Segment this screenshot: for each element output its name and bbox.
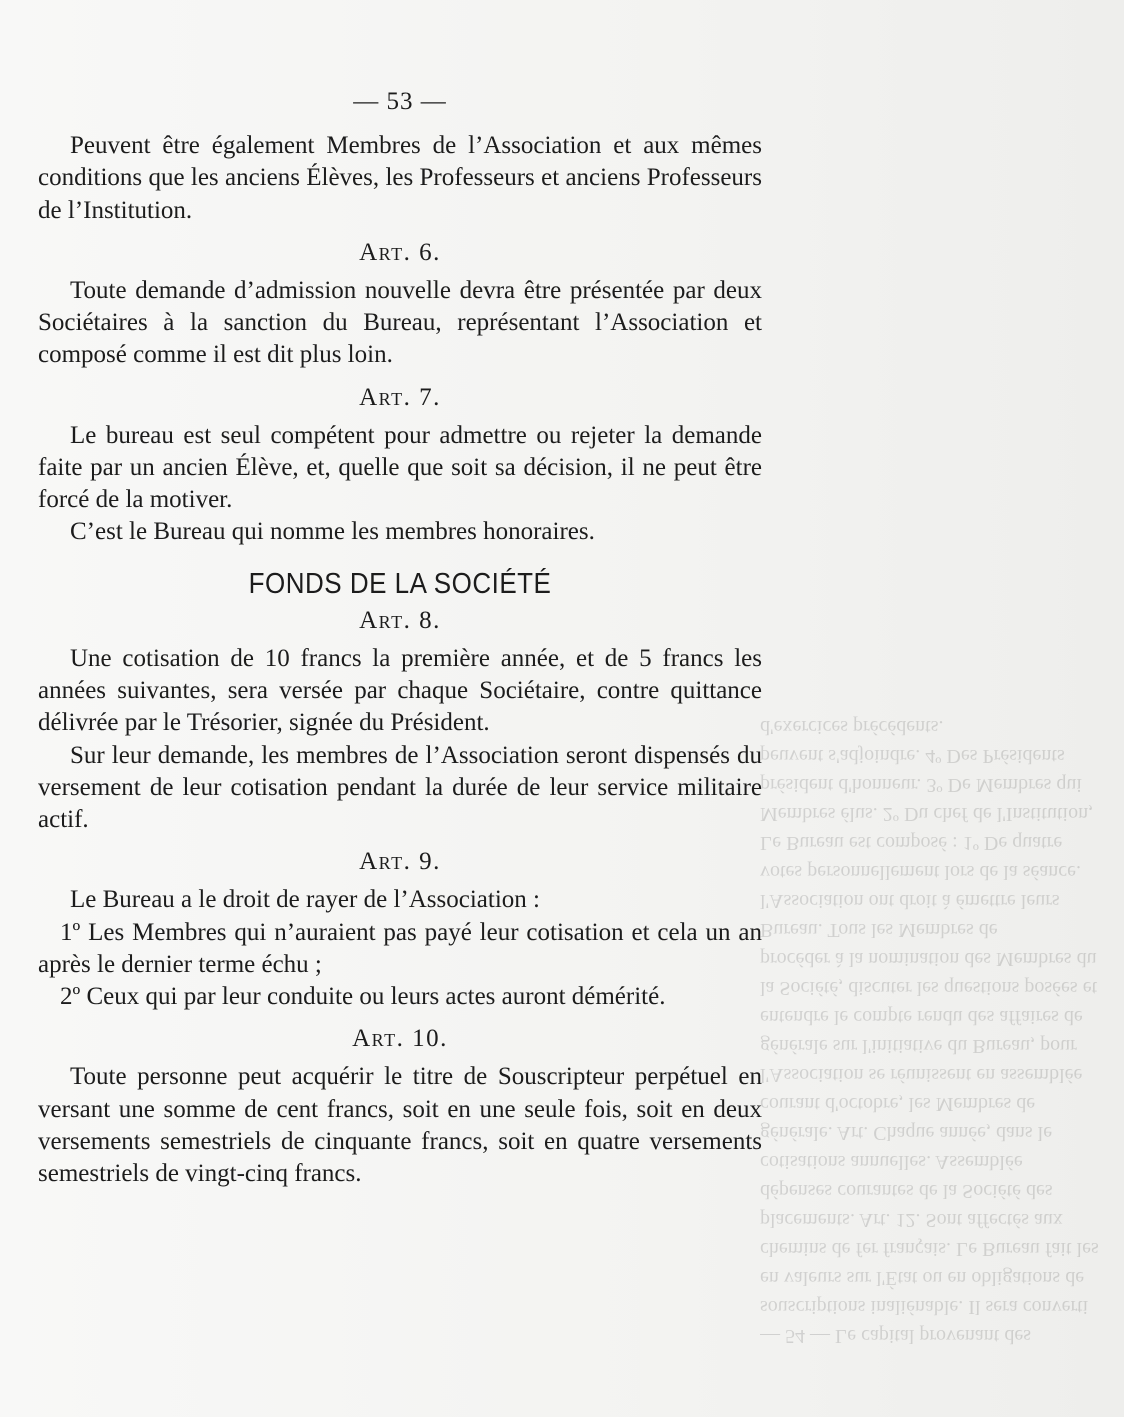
article-9-item-1: 1º Les Membres qui n’auraient pas payé leur cotisation et cela un an après le dernier terme échu ; [38, 918, 762, 978]
intro-paragraph: Peuvent être également Membres de l’Association et aux mêmes conditions que les anciens Élèves, les Professeurs et anciens Professeurs de l’Institution. [38, 132, 762, 224]
page-content [38, 86, 762, 1190]
section-title: FONDS DE LA SOCIÉTÉ [248, 566, 552, 600]
article-7-paragraph-1: Le bureau est seul compétent pour admettre ou rejeter la demande faite par un ancien Élève, et, quelle que soit sa décision, il ne peut être forcé de la motiver. [38, 421, 762, 514]
article-6-text: Toute demande d’admission nouvelle devra être présentée par deux Sociétaires à la sanction du Bureau, représentant l’Association et composé comme il est dit plus loin. [38, 277, 762, 369]
article-8-paragraph-1: Une cotisation de 10 francs la première année, et de 5 francs les années suivantes, sera versée par chaque Sociétaire, contre quittance délivrée par le Trésorier, signée du Président. [38, 645, 762, 737]
article-9-list [38, 917, 762, 1014]
article-9-item-2: 2º Ceux qui par leur conduite ou leurs actes auront démérité. [60, 983, 666, 1011]
page-number: — 53 — [353, 88, 447, 115]
article-10-text: Toute personne peut acquérir le titre de Souscripteur perpétuel en versant une somme de cent francs, soit en une seule fois, soit en deux versements semestriels de cinquante francs, soit en quatre versements semestriels de vingt-cinq francs. [38, 1063, 762, 1188]
article-7-heading: Art. 7. [359, 383, 441, 411]
article-7-paragraph-2: C’est le Bureau qui nomme les membres honoraires. [70, 518, 595, 546]
article-8-paragraph-2: Sur leur demande, les membres de l’Association seront dispensés du versement de leur cotisation pendant la durée de leur service militaire actif. [38, 741, 762, 834]
bleed-through-text: — 54 — Le capital provenant des souscriptions inaliénable. Il sera converti en valeurs sur l'État ou en obligations de chemins de fer français. Le Bureau fait les placements. Art. 12. Sont affectés aux dépenses courantes de la Société des cotisations annuelles. Assemblée générale. Art. Chaque année, dans le courant d'octobre, les Membres de l'Association se réunissent en assemblée générale sur l'initiative du Bureau, pour entendre le compte rendu des affaires de la Société, discuter les questions posées et procéder à la nomination des Membres du Bureau. Tous les Membres de l'Association ont droit à émettre leurs votes personnellement lors de la séance. Le Bureau est composé : 1º De quatre Membres élus. 2º Du chef de l'Institution, président d'honneur. 3º De Membres qui peuvent s'adjoindre. 4º Des Présidents d'exercices précédents. [760, 716, 1099, 1347]
article-6-heading: Art. 6. [359, 238, 441, 266]
article-10-heading: Art. 10. [352, 1025, 448, 1053]
article-9-heading: Art. 9. [359, 848, 441, 876]
article-9-intro: Le Bureau a le droit de rayer de l’Association : [70, 886, 540, 914]
article-8-heading: Art. 8. [359, 606, 441, 634]
